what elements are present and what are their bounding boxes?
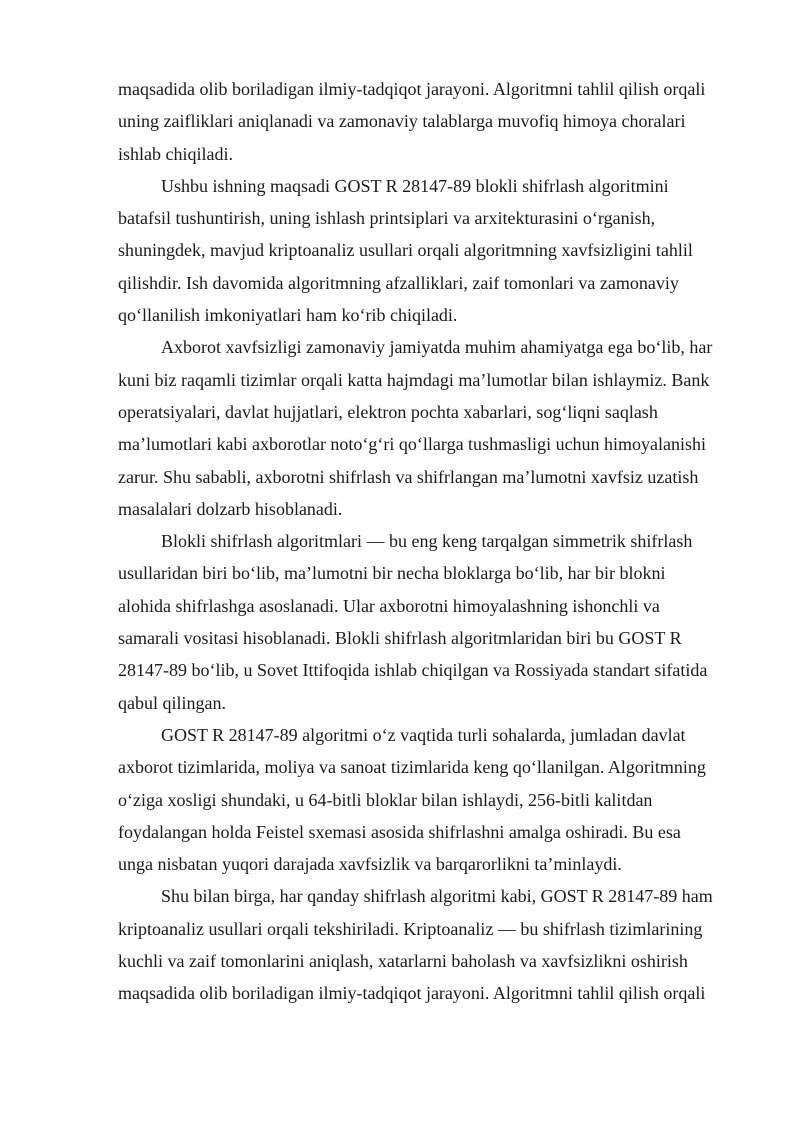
text-line: ishlab chiqiladi. [118,143,233,164]
text-line: alohida shifrlashga asoslanadi. Ular axborotni himoyalashning ishonchli va [118,595,660,616]
document-page [118,73,728,1010]
text-line: zarur. Shu sababli, axborotni shifrlash va shifrlangan maʼlumotni xavfsiz uzatish [118,466,699,487]
text-line: unga nisbatan yuqori darajada xavfsizlik va barqarorlikni taʼminlaydi. [118,854,622,875]
paragraph [118,880,728,1009]
text-line: foydalangan holda Feistel sxemasi asosida shifrlashni amalga oshiradi. Bu esa [118,821,681,842]
paragraph [118,719,728,880]
text-line: maqsadida olib boriladigan ilmiy-tadqiqot jarayoni. Algoritmni tahlil qilish orqali [118,983,706,1004]
text-line: operatsiyalari, davlat hujjatlari, elektron pochta xabarlari, sogʻliqni saqlash [118,401,658,422]
text-line: qilishdir. Ish davomida algoritmning afzalliklari, zaif tomonlari va zamonaviy [118,272,679,293]
text-line: 28147-89 boʻlib, u Sovet Ittifoqida ishlab chiqilgan va Rossiyada standart sifatida [118,660,708,681]
text-line: qoʻllanilish imkoniyatlari ham koʻrib chiqiladi. [118,305,458,326]
text-line: Ushbu ishning maqsadi GOST R 28147-89 blokli shifrlash algoritmini [161,175,669,196]
text-line: qabul qilingan. [118,692,226,713]
text-line: uning zaifliklari aniqlanadi va zamonaviy talablarga muvofiq himoya choralari [118,111,686,132]
text-line: samarali vositasi hisoblanadi. Blokli shifrlash algoritmlaridan biri bu GOST R [118,628,682,649]
text-line: GOST R 28147-89 algoritmi oʻz vaqtida turli sohalarda, jumladan davlat [161,724,686,745]
text-line: batafsil tushuntirish, uning ishlash printsiplari va arxitekturasini oʻrganish, [118,208,656,229]
text-line: kriptoanaliz usullari orqali tekshiriladi. Kriptoanaliz — bu shifrlash tizimlarining [118,918,703,939]
text-line: Shu bilan birga, har qanday shifrlash algoritmi kabi, GOST R 28147-89 ham [161,886,713,907]
paragraph [118,525,728,719]
text-line: kuchli va zaif tomonlarini aniqlash, xatarlarni baholash va xavfsizlikni oshirish [118,951,688,972]
paragraph [118,170,728,331]
text-line: masalalari dolzarb hisoblanadi. [118,498,343,519]
text-line: maqsadida olib boriladigan ilmiy-tadqiqot jarayoni. Algoritmni tahlil qilish orqali [118,79,706,99]
text-line: usullaridan biri boʻlib, maʼlumotni bir necha bloklarga boʻlib, har bir blokni [118,563,666,584]
text-line: shuningdek, mavjud kriptoanaliz usullari orqali algoritmning xavfsizligini tahlil [118,240,693,261]
text-line: axborot tizimlarida, moliya va sanoat tizimlarida keng qoʻllanilgan. Algoritmning [118,757,706,778]
text-line: oʻziga xosligi shundaki, u 64-bitli bloklar bilan ishlaydi, 256-bitli kalitdan [118,789,653,810]
text-line: Axborot xavfsizligi zamonaviy jamiyatda muhim ahamiyatga ega boʻlib, har [161,337,713,358]
paragraph [118,73,728,170]
text-line: kuni biz raqamli tizimlar orqali katta hajmdagi maʼlumotlar bilan ishlaymiz. Bank [118,369,710,390]
paragraph [118,331,728,525]
text-line: Blokli shifrlash algoritmlari — bu eng keng tarqalgan simmetrik shifrlash [161,531,693,552]
text-line: maʼlumotlari kabi axborotlar notoʻgʻri qoʻllarga tushmasligi uchun himoyalanishi [118,434,707,455]
